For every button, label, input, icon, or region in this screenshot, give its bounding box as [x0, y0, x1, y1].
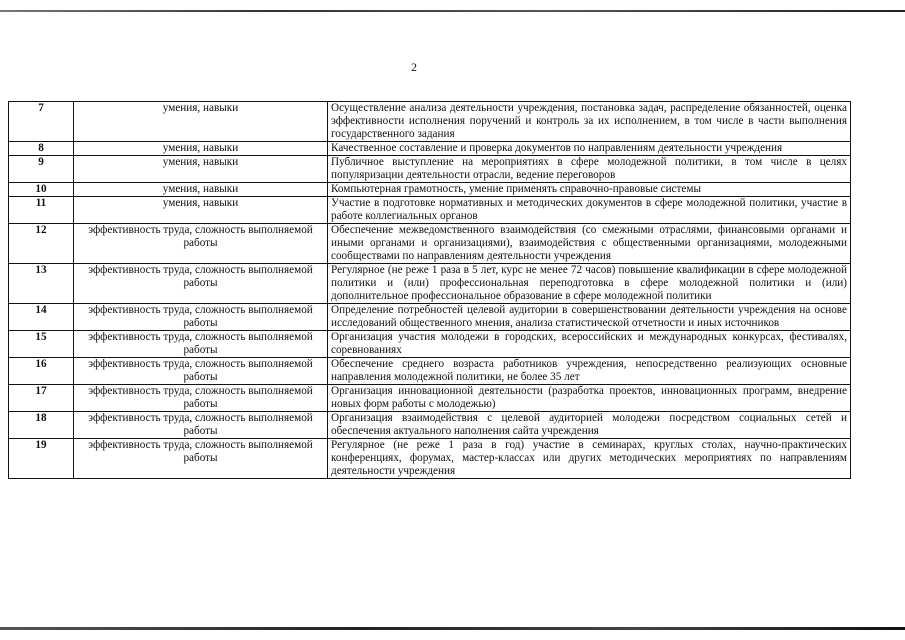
row-number: 13: [9, 264, 74, 304]
row-number: 16: [9, 358, 74, 385]
row-criterion: эффективность труда, сложность выполняемой работы: [74, 439, 328, 479]
table-row: [9, 385, 851, 412]
row-number: 7: [9, 102, 74, 142]
table-row: [9, 183, 851, 197]
row-description: Публичное выступление на мероприятиях в сфере молодежной политики, в том числе в целях популяризации деятельности отрасли, ведение переговоров: [328, 156, 851, 183]
row-criterion: эффективность труда, сложность выполняемой работы: [74, 358, 328, 385]
row-criterion: умения, навыки: [74, 102, 328, 142]
row-criterion: умения, навыки: [74, 156, 328, 183]
table-row: [9, 331, 851, 358]
row-description: Качественное составление и проверка документов по направлениям деятельности учреждения: [328, 142, 851, 156]
table-row: [9, 156, 851, 183]
row-number: 10: [9, 183, 74, 197]
row-number: 12: [9, 224, 74, 264]
row-description: Организация участия молодежи в городских, всероссийских и международных конкурсах, фестивалях, соревнованиях: [328, 331, 851, 358]
row-description: Определение потребностей целевой аудитории в совершенствовании деятельности учреждения на основе исследований общественного мнения, анализа статистической отчетности и иных источников: [328, 304, 851, 331]
table-row: [9, 102, 851, 142]
row-number: 14: [9, 304, 74, 331]
row-description: Обеспечение среднего возраста работников учреждения, непосредственно реализующих основные направления молодежной политики, не более 35 лет: [328, 358, 851, 385]
row-number: 9: [9, 156, 74, 183]
row-criterion: умения, навыки: [74, 183, 328, 197]
row-description: Участие в подготовке нормативных и методических документов в сфере молодежной политики, участие в работе коллегиальных органов: [328, 197, 851, 224]
page-number: 2: [411, 60, 417, 74]
row-number: 17: [9, 385, 74, 412]
table-row: [9, 304, 851, 331]
table-row: [9, 142, 851, 156]
row-criterion: умения, навыки: [74, 197, 328, 224]
scan-edge-top: [0, 10, 905, 12]
table-row: [9, 358, 851, 385]
row-criterion: эффективность труда, сложность выполняемой работы: [74, 224, 328, 264]
criteria-table-body: [9, 102, 851, 479]
table-row: [9, 264, 851, 304]
row-description: Организация взаимодействия с целевой аудиторией молодежи посредством социальных сетей и обеспечения актуального наполнения сайта учреждения: [328, 412, 851, 439]
table-row: [9, 439, 851, 479]
row-criterion: эффективность труда, сложность выполняемой работы: [74, 304, 328, 331]
row-number: 11: [9, 197, 74, 224]
row-description: Регулярное (не реже 1 раза в год) участие в семинарах, круглых столах, научно-практических конференциях, форумах, мастер-классах или других методических мероприятиях по направлениям деятельности учреждения: [328, 439, 851, 479]
row-criterion: умения, навыки: [74, 142, 328, 156]
row-description: Компьютерная грамотность, умение применять справочно-правовые системы: [328, 183, 851, 197]
row-description: Осуществление анализа деятельности учреждения, постановка задач, распределение обязанностей, оценка эффективности исполнения поручений и контроль за их исполнением, в том числе в части выполнения государственного задания: [328, 102, 851, 142]
table-row: [9, 412, 851, 439]
row-criterion: эффективность труда, сложность выполняемой работы: [74, 331, 328, 358]
row-number: 15: [9, 331, 74, 358]
criteria-table: [8, 101, 851, 479]
row-criterion: эффективность труда, сложность выполняемой работы: [74, 385, 328, 412]
row-number: 8: [9, 142, 74, 156]
row-number: 18: [9, 412, 74, 439]
scan-edge-bottom: [0, 627, 905, 630]
row-criterion: эффективность труда, сложность выполняемой работы: [74, 264, 328, 304]
table-row: [9, 224, 851, 264]
row-criterion: эффективность труда, сложность выполняемой работы: [74, 412, 328, 439]
row-description: Регулярное (не реже 1 раза в 5 лет, курс не менее 72 часов) повышение квалификации в сфере молодежной политики и (или) профессиональная переподготовка в сфере молодежной политики и (или) дополнительное профессиональное образование в сфере молодежной политики: [328, 264, 851, 304]
row-description: Обеспечение межведомственного взаимодействия (со смежными отраслями, финансовыми органами и иными органами и организациями), взаимодействия с общественными организациями, молодежными сообществами по направлениям деятельности учреждения: [328, 224, 851, 264]
row-number: 19: [9, 439, 74, 479]
table-row: [9, 197, 851, 224]
row-description: Организация инновационной деятельности (разработка проектов, инновационных программ, внедрение новых форм работы с молодежью): [328, 385, 851, 412]
